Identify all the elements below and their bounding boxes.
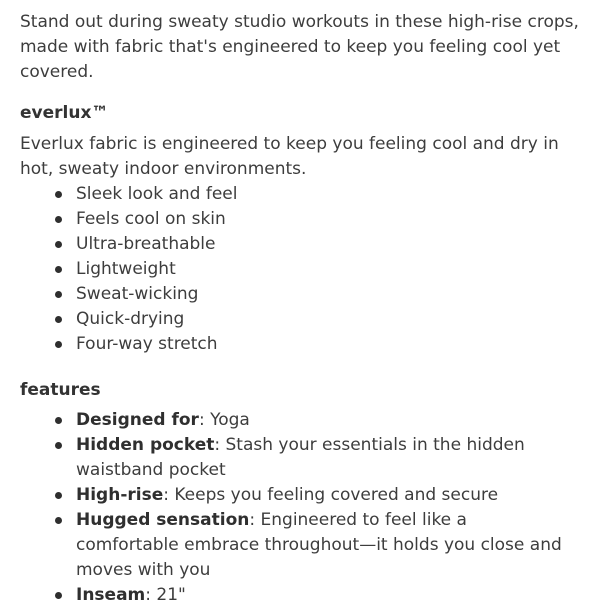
everlux-description: Everlux fabric is engineered to keep you feeling cool and dry in hot, sweaty indoor environments. [20, 134, 559, 179]
feature-item [20, 408, 580, 433]
everlux-list-item: Sweat-wicking [20, 282, 580, 307]
everlux-list-item: Ultra-breathable [20, 232, 580, 257]
feature-text: : Stash your essentials in the hidden waistband pocket [76, 435, 525, 480]
everlux-list-item: Feels cool on skin [20, 207, 580, 232]
feature-text: : 21" [145, 585, 186, 605]
feature-item [20, 508, 580, 583]
feature-item [20, 433, 580, 483]
feature-text: : Keeps you feeling covered and secure [163, 485, 499, 505]
features-heading: features [20, 380, 101, 400]
everlux-list-item: Quick-drying [20, 307, 580, 332]
features-list [20, 408, 580, 608]
feature-term: Hidden pocket [76, 435, 215, 455]
feature-item [20, 483, 580, 508]
everlux-list-item: Lightweight [20, 257, 580, 282]
everlux-list [20, 182, 580, 357]
features-section [20, 378, 580, 608]
feature-text: : Engineered to feel like a comfortable embrace throughout—it holds you close and moves with you [76, 510, 562, 580]
feature-term: Inseam [76, 585, 146, 605]
feature-term: High-rise [76, 485, 164, 505]
everlux-list-item: Four-way stretch [20, 332, 580, 357]
everlux-section [20, 101, 580, 357]
feature-term: Hugged sensation [76, 510, 250, 530]
feature-text: : Yoga [198, 410, 250, 430]
feature-item [20, 583, 580, 608]
feature-term: Designed for [76, 410, 199, 430]
everlux-heading: everlux™ [20, 103, 109, 123]
everlux-list-item: Sleek look and feel [20, 182, 580, 207]
intro-paragraph: Stand out during sweaty studio workouts in these high-rise crops, made with fabric that's engineered to keep you feeling cool yet covered. [20, 12, 579, 82]
